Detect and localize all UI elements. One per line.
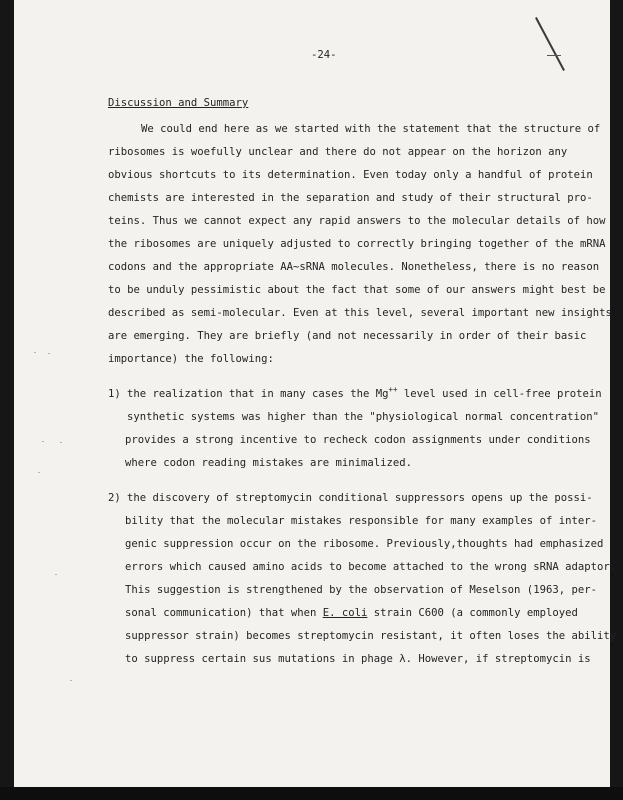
- scan-speck: [70, 680, 72, 681]
- scan-speck: [38, 472, 40, 473]
- list-item-line: provides a strong incentive to recheck codon assignments under conditions: [125, 434, 591, 446]
- paragraph-line: codons and the appropriate AA~sRNA molecules. Nonetheless, there is no reason: [108, 261, 600, 273]
- list-item-line: to suppress certain sus mutations in phage λ. However, if streptomycin is: [125, 653, 591, 665]
- paragraph-line: teins. Thus we cannot expect any rapid answers to the molecular details of how: [108, 215, 606, 227]
- list-item-line: synthetic systems was higher than the "physiological normal concentration": [127, 411, 599, 423]
- list-item-line: bility that the molecular mistakes responsible for many examples of inter-: [125, 515, 597, 527]
- list-item-marker: 1): [108, 388, 121, 400]
- paragraph-line: described as semi-molecular. Even at this level, several important new insights: [108, 307, 612, 319]
- list-item-line: the discovery of streptomycin conditional suppressors opens up the possi-: [127, 492, 593, 504]
- scan-speck: [34, 352, 36, 353]
- list-item-line: genic suppression occur on the ribosome. Previously,thoughts had emphasized: [125, 538, 604, 550]
- list-item-text: the realization that in many cases the Mg: [127, 388, 389, 400]
- scan-speck: [60, 442, 62, 443]
- list-item-marker: 2): [108, 492, 121, 504]
- paragraph-line: ribosomes is woefully unclear and there do not appear on the horizon any: [108, 146, 568, 158]
- superscript: ++: [388, 385, 398, 394]
- list-item-line: [125, 607, 578, 619]
- page-number: -24-: [311, 49, 337, 61]
- scan-speck: [48, 353, 50, 354]
- paragraph-line: are emerging. They are briefly (and not necessarily in order of their basic: [108, 330, 587, 342]
- paragraph-line: to be unduly pessimistic about the fact that some of our answers might best be: [108, 284, 606, 296]
- list-item-text: sonal communication) that when: [125, 607, 323, 619]
- scan-speck: [55, 574, 57, 575]
- paragraph-line: We could end here as we started with the statement that the structure of: [141, 123, 601, 135]
- list-item-text: strain C600 (a commonly employed: [367, 607, 578, 619]
- scan-speck: [42, 441, 44, 442]
- section-heading: Discussion and Summary: [108, 97, 249, 109]
- list-item-line: errors which caused amino acids to become attached to the wrong sRNA adaptor.: [125, 561, 617, 573]
- page-edge-mark: [547, 55, 561, 56]
- paragraph-line: importance) the following:: [108, 353, 274, 365]
- list-item-line: [127, 385, 602, 400]
- paragraph-line: chemists are interested in the separation and study of their structural pro-: [108, 192, 593, 204]
- scan-border: [0, 787, 623, 800]
- list-item-line: This suggestion is strengthened by the observation of Meselson (1963, per-: [125, 584, 597, 596]
- paragraph-line: obvious shortcuts to its determination. Even today only a handful of protein: [108, 169, 593, 181]
- list-item-text: level used in cell-free protein: [397, 388, 602, 400]
- list-item-line: suppressor strain) becomes streptomycin resistant, it often loses the ability: [125, 630, 617, 642]
- species-name: E. coli: [322, 607, 368, 619]
- list-item-line: where codon reading mistakes are minimalized.: [125, 457, 413, 469]
- paragraph-line: the ribosomes are uniquely adjusted to correctly bringing together of the mRNA: [108, 238, 606, 250]
